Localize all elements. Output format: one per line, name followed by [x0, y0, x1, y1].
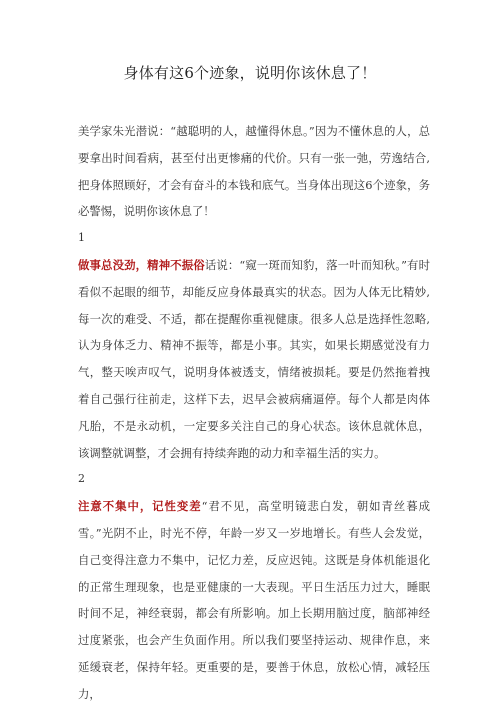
page-title: 身体有这6个迹象，说明你该休息了！: [123, 64, 377, 82]
section-paragraph: [78, 252, 430, 466]
section-paragraph: [78, 493, 430, 707]
intro-paragraph: 美学家朱光潜说：“越聪明的人，越懂得休息。”因为不懂休息的人，总要拿出时间看病，甚至付出更惨痛的代价。只有一张一弛，劳逸结合,把身体照顾好，才会有奋斗的本钱和底气。当身体出现这6个迹象，务必警惕，说明你该休息了！: [78, 124, 430, 219]
section-text: “君不见，高堂明镜悲白发，朝如青丝暮成雪。”光阴不止，时光不停，年龄一岁又一岁地增长。有些人会发觉，自己变得注意力不集中，记忆力差，反应迟钝。这既是身体机能退化的正常生理现象，也是亚健康的一大表现。平日生活压力过大，睡眠时间不足，神经衰弱，都会有所影响。加上长期用脑过度，脑部神经过度紧张，也会产生负面作用。所以我们要坚持运动、规律作息，来延缓衰老，保持年轻。更重要的是，要善于休息，放松心情，减轻压力，: [78, 499, 430, 701]
section-number: 2: [78, 472, 85, 486]
section-number: 1: [78, 231, 85, 245]
section-heading: 做事总没劲，精神不振俗: [78, 257, 205, 272]
section-text: 话说：“窥一斑而知豹，落一叶而知秋。”有时看似不起眼的细节，却能反应身体最真实的状态。因为人体无比精妙,每一次的难受、不适，都在提醒你重视健康。很多人总是选择性忽略,认为身体乏力、精神不振等，都是小事。其实，如果长期感觉没有力气，整天唉声叹气，说明身体被透支，情绪被损耗。要是仍然拖着拽着自己强行往前走，这样下去，迟早会被病痛逼停。每个人都是肉体凡胎，不是永动机，一定要多关注自己的身心状态。该休息就休息，该调整就调整，才会拥有持续奔跑的动力和幸福生活的实力。: [78, 257, 430, 460]
section-heading: 注意不集中，记性变差: [78, 499, 202, 514]
article-body: [78, 118, 430, 708]
